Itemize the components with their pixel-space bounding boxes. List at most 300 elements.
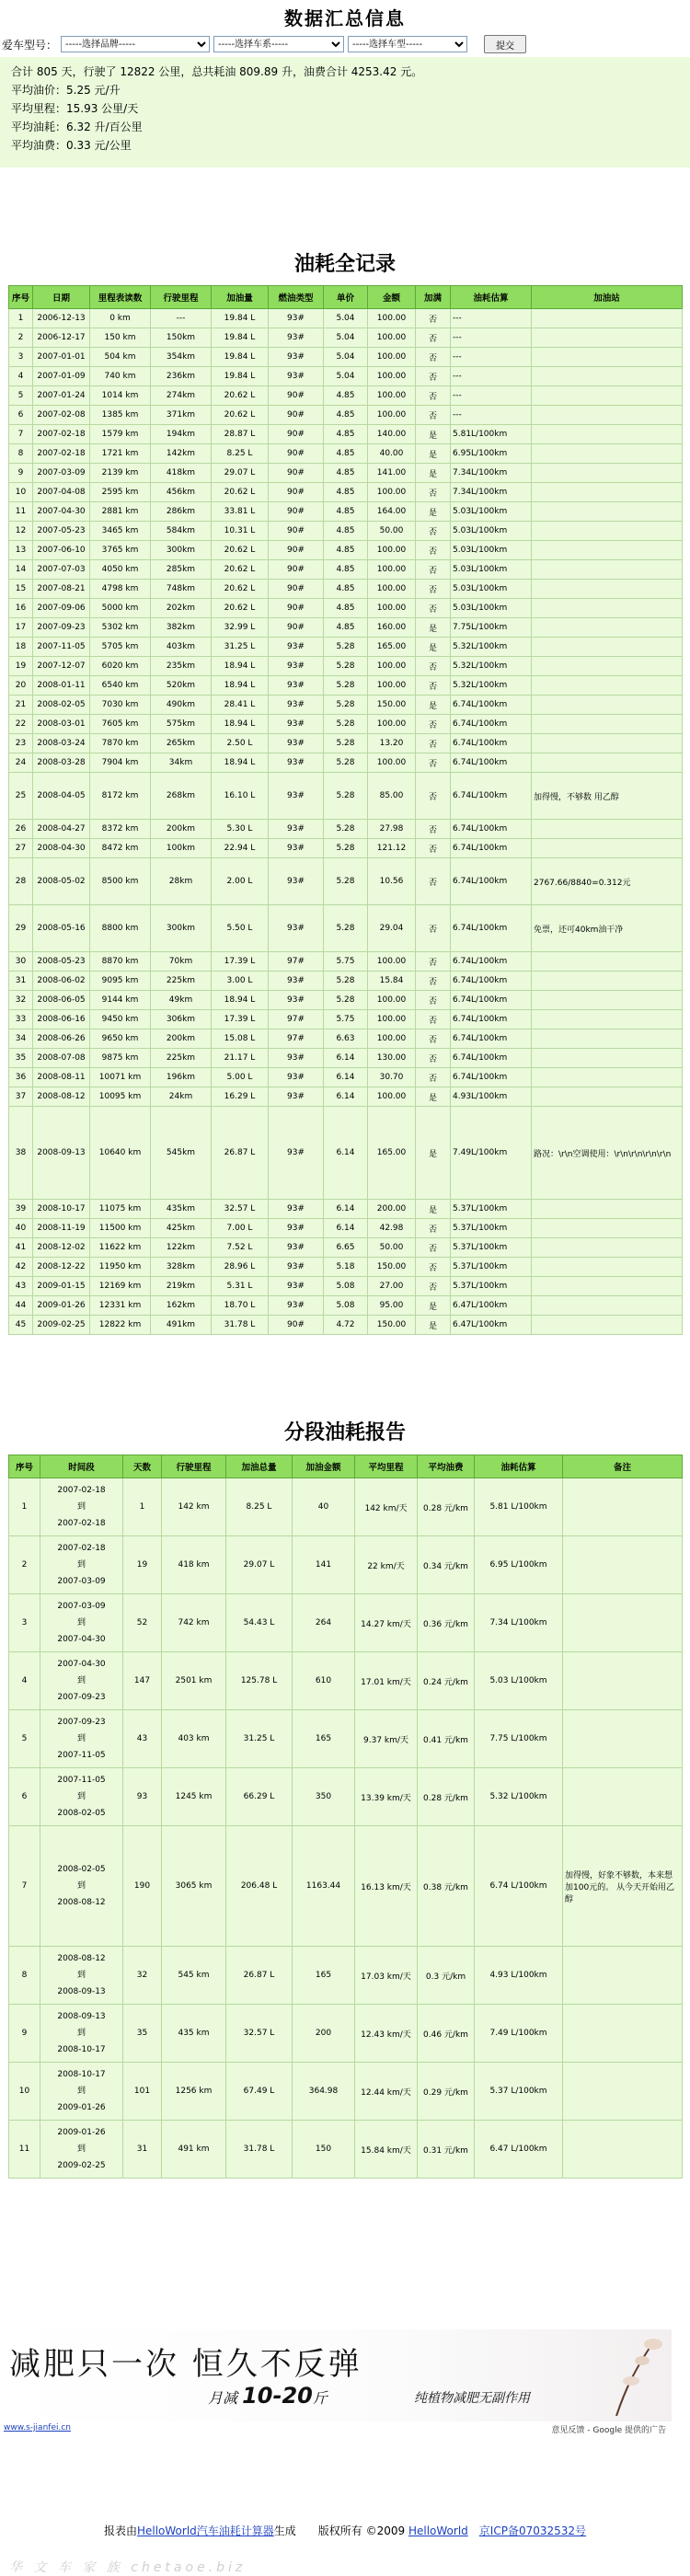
series-select[interactable] <box>213 36 344 52</box>
log-cell: 2.50 L <box>212 734 269 753</box>
segment-period <box>40 1947 123 2005</box>
log-cell: 5.03L/100km <box>451 541 532 560</box>
log-cell: 3.00 L <box>212 972 269 991</box>
log-cell: 是 <box>416 1200 451 1219</box>
log-cell: 2007-09-23 <box>33 618 90 638</box>
log-cell: 20.62 L <box>212 483 269 502</box>
log-cell: 100.00 <box>368 367 416 386</box>
log-cell: 2007-02-08 <box>33 406 90 425</box>
segment-col-header: 行驶里程 <box>162 1455 226 1478</box>
log-cell: 90# <box>269 483 324 502</box>
log-cell: 27.98 <box>368 820 416 839</box>
log-cell: 0 km <box>90 309 151 328</box>
log-cell: 5.28 <box>324 753 368 773</box>
log-cell: 5.08 <box>324 1277 368 1296</box>
log-cell <box>532 1068 683 1087</box>
log-cell: 22 <box>9 715 33 734</box>
log-cell: 93# <box>269 1219 324 1238</box>
log-cell: 5.28 <box>324 773 368 820</box>
segment-cell: 0.28 元/km <box>418 1478 475 1536</box>
log-row <box>9 406 683 425</box>
log-cell: 42.98 <box>368 1219 416 1238</box>
log-cell: 10095 km <box>90 1087 151 1107</box>
log-cell: 否 <box>416 348 451 367</box>
log-cell: 否 <box>416 676 451 696</box>
log-row <box>9 1238 683 1258</box>
log-row <box>9 1316 683 1335</box>
watermark: 华 文 车 家 族 chetaoe.biz <box>9 2560 247 2575</box>
log-cell: 90# <box>269 464 324 483</box>
log-cell: 26 <box>9 820 33 839</box>
log-row <box>9 425 683 444</box>
log-cell: 否 <box>416 1238 451 1258</box>
log-cell: 2007-04-30 <box>33 502 90 522</box>
segment-section-title: 分段油耗报告 <box>283 1420 406 1444</box>
log-cell <box>532 502 683 522</box>
segment-cell: 190 <box>123 1826 162 1947</box>
log-cell: 25 <box>9 773 33 820</box>
log-cell: 1721 km <box>90 444 151 464</box>
log-cell: 142km <box>151 444 212 464</box>
log-cell: 2008-08-12 <box>33 1087 90 1107</box>
log-cell: 5.32L/100km <box>451 657 532 676</box>
log-cell: 6.95L/100km <box>451 444 532 464</box>
log-cell: 9450 km <box>90 1010 151 1029</box>
segment-cell: 101 <box>123 2063 162 2121</box>
site-link[interactable]: HelloWorld <box>408 2524 468 2537</box>
log-col-header: 金额 <box>368 286 416 309</box>
segment-period <box>40 1710 123 1768</box>
log-cell: 5.28 <box>324 696 368 715</box>
log-cell: 6 <box>9 406 33 425</box>
log-cell <box>532 1296 683 1316</box>
log-cell: 6.65 <box>324 1238 368 1258</box>
segment-cell: 2 <box>9 1536 40 1594</box>
log-row <box>9 444 683 464</box>
log-cell <box>532 483 683 502</box>
log-cell: 否 <box>416 734 451 753</box>
log-cell: 300km <box>151 905 212 952</box>
log-cell: 20.62 L <box>212 580 269 599</box>
segment-cell: 147 <box>123 1652 162 1710</box>
log-cell: 34 <box>9 1029 33 1049</box>
segment-period-part: 2007-09-23 <box>57 1693 106 1702</box>
log-cell: 2007-06-10 <box>33 541 90 560</box>
log-cell: 5.08 <box>324 1296 368 1316</box>
log-cell <box>532 734 683 753</box>
log-cell: 4.85 <box>324 464 368 483</box>
log-cell: 90# <box>269 425 324 444</box>
log-cell: 90# <box>269 406 324 425</box>
log-cell: 6540 km <box>90 676 151 696</box>
segment-cell: 6 <box>9 1768 40 1826</box>
log-cell: 28.41 L <box>212 696 269 715</box>
log-cell: 否 <box>416 991 451 1010</box>
log-cell: 93# <box>269 1049 324 1068</box>
log-row <box>9 773 683 820</box>
segment-cell: 35 <box>123 2005 162 2063</box>
log-cell: 160.00 <box>368 618 416 638</box>
segment-cell: 6.74 L/100km <box>475 1826 563 1947</box>
log-cell <box>532 1049 683 1068</box>
log-cell: 7.75L/100km <box>451 618 532 638</box>
segment-period <box>40 1478 123 1536</box>
log-cell: 19.84 L <box>212 348 269 367</box>
log-cell <box>532 972 683 991</box>
log-cell: 93# <box>269 858 324 905</box>
log-cell: 5000 km <box>90 599 151 618</box>
segment-cell: 54.43 L <box>226 1594 293 1652</box>
segment-cell: 3065 km <box>162 1826 226 1947</box>
segment-period <box>40 2063 123 2121</box>
log-cell <box>532 580 683 599</box>
log-row <box>9 1010 683 1029</box>
log-cell: 28 <box>9 858 33 905</box>
segment-cell: 9 <box>9 2005 40 2063</box>
log-cell: 否 <box>416 952 451 972</box>
segment-cell: 1163.44 <box>293 1826 355 1947</box>
log-cell: 2008-04-30 <box>33 839 90 858</box>
segment-period-part: 2008-08-12 <box>57 1898 106 1907</box>
log-cell: 575km <box>151 715 212 734</box>
log-cell <box>532 839 683 858</box>
segment-cell <box>563 2005 683 2063</box>
log-cell: 10 <box>9 483 33 502</box>
log-cell: 12169 km <box>90 1277 151 1296</box>
segment-cell: 0.3 元/km <box>418 1947 475 2005</box>
segment-period-part: 2007-11-05 <box>57 1751 106 1760</box>
log-cell: 6.74L/100km <box>451 1010 532 1029</box>
segment-cell <box>563 1594 683 1652</box>
summary-totals: 合计 805 天，行驶了 12822 公里，总共耗油 809.89 升，油费合计 4253.42 元。 <box>11 65 423 78</box>
log-cell: 93# <box>269 638 324 657</box>
segment-cell: 7.49 L/100km <box>475 2005 563 2063</box>
log-cell: 39 <box>9 1200 33 1219</box>
log-cell: 18.94 L <box>212 753 269 773</box>
log-cell: --- <box>451 367 532 386</box>
segment-cell: 加得慢，好象不够数，本来想加100元的。 从今天开始用乙醇 <box>563 1826 683 1947</box>
segment-cell: 165 <box>293 1947 355 2005</box>
log-cell: 93# <box>269 1238 324 1258</box>
log-cell: 5.04 <box>324 309 368 328</box>
log-col-header: 行驶里程 <box>151 286 212 309</box>
log-cell: 2009-01-15 <box>33 1277 90 1296</box>
log-cell: 33 <box>9 1010 33 1029</box>
log-cell: 4.93L/100km <box>451 1087 532 1107</box>
segment-period <box>40 1768 123 1826</box>
log-cell: 2008-06-02 <box>33 972 90 991</box>
ad-headline: 减肥只一次 恒久不反弹 <box>9 2346 362 2383</box>
log-cell: 5.28 <box>324 638 368 657</box>
log-cell <box>532 1087 683 1107</box>
log-cell: --- <box>451 328 532 348</box>
log-cell: 是 <box>416 696 451 715</box>
log-cell: 2008-03-24 <box>33 734 90 753</box>
log-cell: 5.03L/100km <box>451 560 532 580</box>
log-cell: 2007-03-09 <box>33 464 90 483</box>
log-cell: 93# <box>269 1087 324 1107</box>
log-cell: 11 <box>9 502 33 522</box>
segment-cell: 22 km/天 <box>355 1536 418 1594</box>
log-cell: 6.14 <box>324 1068 368 1087</box>
log-row <box>9 905 683 952</box>
log-cell <box>532 541 683 560</box>
log-cell: 30 <box>9 952 33 972</box>
log-cell: 6.74L/100km <box>451 753 532 773</box>
log-cell: 31 <box>9 972 33 991</box>
log-cell: 6.74L/100km <box>451 991 532 1010</box>
log-cell <box>532 425 683 444</box>
ad-link[interactable]: www.s-jianfei.cn <box>4 2423 71 2432</box>
log-section-title: 油耗全记录 <box>293 252 396 276</box>
log-cell: 2008-07-08 <box>33 1049 90 1068</box>
log-cell: 520km <box>151 676 212 696</box>
segment-cell: 5.81 L/100km <box>475 1478 563 1536</box>
log-cell: 5.28 <box>324 972 368 991</box>
log-cell: 5302 km <box>90 618 151 638</box>
ad-banner[interactable] <box>0 2329 672 2421</box>
log-cell: 8372 km <box>90 820 151 839</box>
log-cell <box>532 657 683 676</box>
log-cell: 382km <box>151 618 212 638</box>
log-cell: 2.00 L <box>212 858 269 905</box>
log-cell: 97# <box>269 952 324 972</box>
log-row <box>9 522 683 541</box>
log-cell: 2008-12-02 <box>33 1238 90 1258</box>
log-row <box>9 1029 683 1049</box>
log-cell: 122km <box>151 1238 212 1258</box>
log-cell: 1385 km <box>90 406 151 425</box>
log-cell: 7030 km <box>90 696 151 715</box>
segment-cell: 364.98 <box>293 2063 355 2121</box>
log-cell: 740 km <box>90 367 151 386</box>
segment-col-header: 油耗估算 <box>475 1455 563 1478</box>
segment-col-header: 序号 <box>9 1455 40 1478</box>
log-cell: 否 <box>416 541 451 560</box>
log-cell: 100.00 <box>368 1010 416 1029</box>
log-cell: 6.74L/100km <box>451 905 532 952</box>
segment-cell: 418 km <box>162 1536 226 1594</box>
log-cell: 否 <box>416 1258 451 1277</box>
log-cell: 93# <box>269 1258 324 1277</box>
segment-cell: 31.25 L <box>226 1710 293 1768</box>
segment-cell <box>563 1768 683 1826</box>
log-cell: 36 <box>9 1068 33 1087</box>
log-cell: 354km <box>151 348 212 367</box>
log-cell: 2007-01-24 <box>33 386 90 406</box>
segment-cell: 43 <box>123 1710 162 1768</box>
segment-period-part: 到 <box>76 1734 86 1743</box>
segment-row <box>9 2121 683 2179</box>
log-cell: 6.74L/100km <box>451 839 532 858</box>
segment-cell: 200 <box>293 2005 355 2063</box>
log-cell: 否 <box>416 773 451 820</box>
log-cell: 4.85 <box>324 425 368 444</box>
log-cell: 4050 km <box>90 560 151 580</box>
log-cell: 285km <box>151 560 212 580</box>
log-cell: 2006-12-13 <box>33 309 90 328</box>
log-cell: 2008-03-28 <box>33 753 90 773</box>
log-cell: 93# <box>269 367 324 386</box>
log-cell: 5.32L/100km <box>451 638 532 657</box>
log-cell: 150.00 <box>368 1316 416 1335</box>
log-cell: 是 <box>416 444 451 464</box>
log-cell: 236km <box>151 367 212 386</box>
log-cell: 否 <box>416 1049 451 1068</box>
log-cell: 是 <box>416 425 451 444</box>
log-cell: 18.94 L <box>212 676 269 696</box>
log-cell: 49km <box>151 991 212 1010</box>
log-cell <box>532 367 683 386</box>
log-cell: 4.85 <box>324 386 368 406</box>
log-cell: 37 <box>9 1087 33 1107</box>
brand-select[interactable] <box>61 36 210 52</box>
log-col-header: 燃油类型 <box>269 286 324 309</box>
segment-period <box>40 1536 123 1594</box>
log-cell: 11950 km <box>90 1258 151 1277</box>
log-cell: 15.84 <box>368 972 416 991</box>
log-cell: 6.74L/100km <box>451 773 532 820</box>
log-row <box>9 580 683 599</box>
log-cell: 28km <box>151 858 212 905</box>
log-cell: 235km <box>151 657 212 676</box>
log-cell: 13 <box>9 541 33 560</box>
segment-cell: 5.03 L/100km <box>475 1652 563 1710</box>
log-cell: 19.84 L <box>212 309 269 328</box>
log-row <box>9 820 683 839</box>
log-cell: 268km <box>151 773 212 820</box>
calculator-link[interactable]: HelloWorld汽车油耗计算器 <box>136 2524 274 2537</box>
segment-cell: 26.87 L <box>226 1947 293 2005</box>
log-cell: 20.62 L <box>212 406 269 425</box>
log-cell: 93# <box>269 309 324 328</box>
log-cell: 100.00 <box>368 715 416 734</box>
segment-row <box>9 1826 683 1947</box>
segment-cell: 491 km <box>162 2121 226 2179</box>
log-cell: 2008-05-23 <box>33 952 90 972</box>
segment-report-table <box>8 1455 683 2179</box>
log-cell: 9650 km <box>90 1029 151 1049</box>
log-cell: 5.04 <box>324 367 368 386</box>
log-cell <box>532 1219 683 1238</box>
log-cell: 45 <box>9 1316 33 1335</box>
log-cell: 90# <box>269 502 324 522</box>
log-cell: 5.28 <box>324 676 368 696</box>
log-cell: 5.81L/100km <box>451 425 532 444</box>
log-cell: 50.00 <box>368 1238 416 1258</box>
log-cell: 545km <box>151 1107 212 1200</box>
log-cell: --- <box>451 406 532 425</box>
log-row <box>9 560 683 580</box>
log-cell: 否 <box>416 1010 451 1029</box>
submit-button[interactable]: 提交 <box>484 35 526 53</box>
log-cell: 6.47L/100km <box>451 1316 532 1335</box>
ad-meta <box>4 2423 666 2435</box>
segment-cell: 0.36 元/km <box>418 1594 475 1652</box>
log-cell: 2009-01-26 <box>33 1296 90 1316</box>
segment-cell: 125.78 L <box>226 1652 293 1710</box>
log-cell: 93# <box>269 328 324 348</box>
ad-feedback[interactable]: 意见反馈 - Google 提供的广告 <box>551 2426 666 2435</box>
log-cell: 748km <box>151 580 212 599</box>
log-row <box>9 1296 683 1316</box>
segment-cell: 350 <box>293 1768 355 1826</box>
log-cell: 否 <box>416 483 451 502</box>
model-select[interactable] <box>348 36 467 52</box>
log-cell: 是 <box>416 1107 451 1200</box>
log-cell: 22.94 L <box>212 839 269 858</box>
log-cell: 16.29 L <box>212 1087 269 1107</box>
log-row <box>9 1087 683 1107</box>
segment-cell: 150 <box>293 2121 355 2179</box>
flower-icon <box>589 2333 672 2416</box>
segment-cell: 6.47 L/100km <box>475 2121 563 2179</box>
segment-cell: 742 km <box>162 1594 226 1652</box>
log-cell: 6.74L/100km <box>451 715 532 734</box>
log-cell: 8.25 L <box>212 444 269 464</box>
log-row <box>9 676 683 696</box>
log-cell: 140.00 <box>368 425 416 444</box>
log-cell: 7 <box>9 425 33 444</box>
log-cell <box>532 560 683 580</box>
segment-cell: 5 <box>9 1710 40 1768</box>
log-cell: 2008-06-05 <box>33 991 90 1010</box>
segment-period-part: 2009-01-26 <box>57 2128 106 2137</box>
log-cell: 90# <box>269 541 324 560</box>
log-col-header: 加油量 <box>212 286 269 309</box>
log-cell: 2007-04-08 <box>33 483 90 502</box>
log-cell: 97# <box>269 1010 324 1029</box>
log-cell: 29 <box>9 905 33 952</box>
log-cell: 4798 km <box>90 580 151 599</box>
log-cell: 2008-05-02 <box>33 858 90 905</box>
icp-link[interactable]: 京ICP备07032532号 <box>478 2524 587 2537</box>
segment-cell: 15.84 km/天 <box>355 2121 418 2179</box>
log-cell: 21.17 L <box>212 1049 269 1068</box>
log-cell: 1014 km <box>90 386 151 406</box>
segment-cell: 17.03 km/天 <box>355 1947 418 2005</box>
log-cell: 425km <box>151 1219 212 1238</box>
log-cell <box>532 1200 683 1219</box>
log-cell: 3465 km <box>90 522 151 541</box>
segment-cell: 66.29 L <box>226 1768 293 1826</box>
log-cell: 93# <box>269 753 324 773</box>
log-cell <box>532 715 683 734</box>
segment-period <box>40 2121 123 2179</box>
log-cell: 10071 km <box>90 1068 151 1087</box>
segment-row <box>9 1710 683 1768</box>
log-cell: 6.74L/100km <box>451 952 532 972</box>
log-cell: 17.39 L <box>212 952 269 972</box>
summary-avg-cost: 平均油费：0.33 元/公里 <box>11 139 132 152</box>
log-cell: 31.78 L <box>212 1316 269 1335</box>
log-cell: 150 km <box>90 328 151 348</box>
log-col-header: 日期 <box>33 286 90 309</box>
log-cell: 6.74L/100km <box>451 1029 532 1049</box>
log-cell: 93# <box>269 676 324 696</box>
log-col-header: 油耗估算 <box>451 286 532 309</box>
log-cell: 274km <box>151 386 212 406</box>
log-cell: 100km <box>151 839 212 858</box>
log-cell: 100.00 <box>368 386 416 406</box>
log-cell <box>532 309 683 328</box>
log-col-header: 单价 <box>324 286 368 309</box>
log-cell: 2007-02-18 <box>33 444 90 464</box>
log-cell: 8870 km <box>90 952 151 972</box>
log-cell: 6.14 <box>324 1049 368 1068</box>
log-cell: 否 <box>416 715 451 734</box>
segment-cell: 545 km <box>162 1947 226 2005</box>
